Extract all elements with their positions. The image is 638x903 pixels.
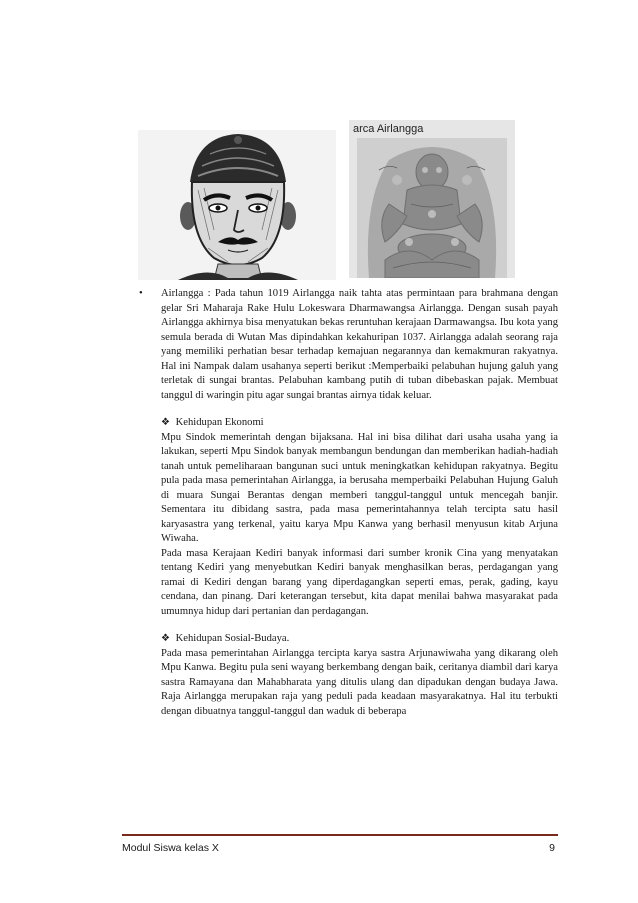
arca-airlangga-image [349,120,515,278]
section-heading [161,632,558,647]
section-heading-text: Kehidupan Sosial-Budaya. [175,633,290,644]
footer-rule [122,834,558,836]
bullet-airlangga [130,287,558,403]
arca-airlangga-caption: arca Airlangga [353,123,424,135]
section-paragraph: Pada masa pemerintahan Airlangga tercipta karya sastra Arjunawiwaha yang dikarang oleh Mpu Kanwa. Begitu pula seni wayang berkembang dengan baik, ceritanya diambil dari karya sastra Ramayana dan Mahabharata yang ditulis ulang dan dipadukan dengan budaya Jawa. Raja Airlangga merupakan raja yang peduli pada keadaan masyarakatnya. Hal itu terbukti dengan dibuatnya tanggul-tanggul dan waduk di beberapa [161,647,558,717]
section-heading-text: Kehidupan Ekonomi [175,417,264,428]
diamond-bullet-icon: ❖ [161,633,170,644]
footer-title: Modul Siswa kelas X [122,842,219,854]
page-number: 9 [549,842,555,854]
section-heading [161,416,558,431]
section-ekonomi [130,416,558,619]
section-paragraph: Pada masa Kerajaan Kediri banyak informasi dari sumber kronik Cina yang menyatakan tentang Kediri yang menyebutkan Kediri banyak menghasilkan beras, perdagangan yang ramai di Kediri dengan barang yang diperdagangkan seperti emas, perak, gading, kayu cendana, dan pinang. Dari keterangan tersebut, kita dapat menilai bahwa masyarakat pada umumnya hidup dari pertanian dan perdagangan. [161,547,558,617]
section-paragraph: Mpu Sindok memerintah dengan bijaksana. Hal ini bisa dilihat dari usaha usaha yang ia lakukan, seperti Mpu Sindok banyak membangun bendungan dan memberikan hadiah-hadiah tanah untuk pemeliharaan bangunan suci untuk meningkatkan kehidupan rakyatnya. Begitu pula pada masa pemerintahan Airlangga, ia berusaha memperbaiki Pelabuhan Hujung Galuh di muara Sungai Berantas dengan memberi tanggul-tanggul untuk mencegah banjir. Sementara itu dibidang sastra, pada masa pemerintahannya telah tercipta satu hasil karyasastra yang terkenal, yaitu karya Mpu Kanwa yang berhasil menyusun kitab Arjuna Wiwaha. [161,431,558,544]
figure-row [138,120,518,276]
airlangga-paragraph: Airlangga : Pada tahun 1019 Airlangga naik tahta atas permintaan para brahmana dengan gelar Sri Maharaja Rake Hulu Lokeswara Dharmawangsa Airlangga. Dengan susah payah Airlangga akhirnya bisa menyatukan bekas reruntuhan kerajaan Darmawangsa. Ibu kota yang semula berada di Wutan Mas dipindahkan kekahuripan 1037. Airlangga adalah seorang raja yang memiliki perhatian besar terhadap kemajuan negarannya dan kemakmuran rakyatnya. Hal ini Nampak dalam usahanya seperti berikut :Memperbaiki pelabuhan hujung galuh yang terletak di sungai brantas. Pelabuhan kambang putih di tuban dibebaskan pajak. Membuat tanggul di waringin pitu agar sungai brantas airnya tidak keluar. [161,288,558,401]
section-sosial-budaya [130,632,558,719]
airlangga-portrait-image [138,130,336,280]
diamond-bullet-icon: ❖ [161,417,170,428]
page-body [130,287,558,719]
bullet-marker: • [139,288,143,299]
